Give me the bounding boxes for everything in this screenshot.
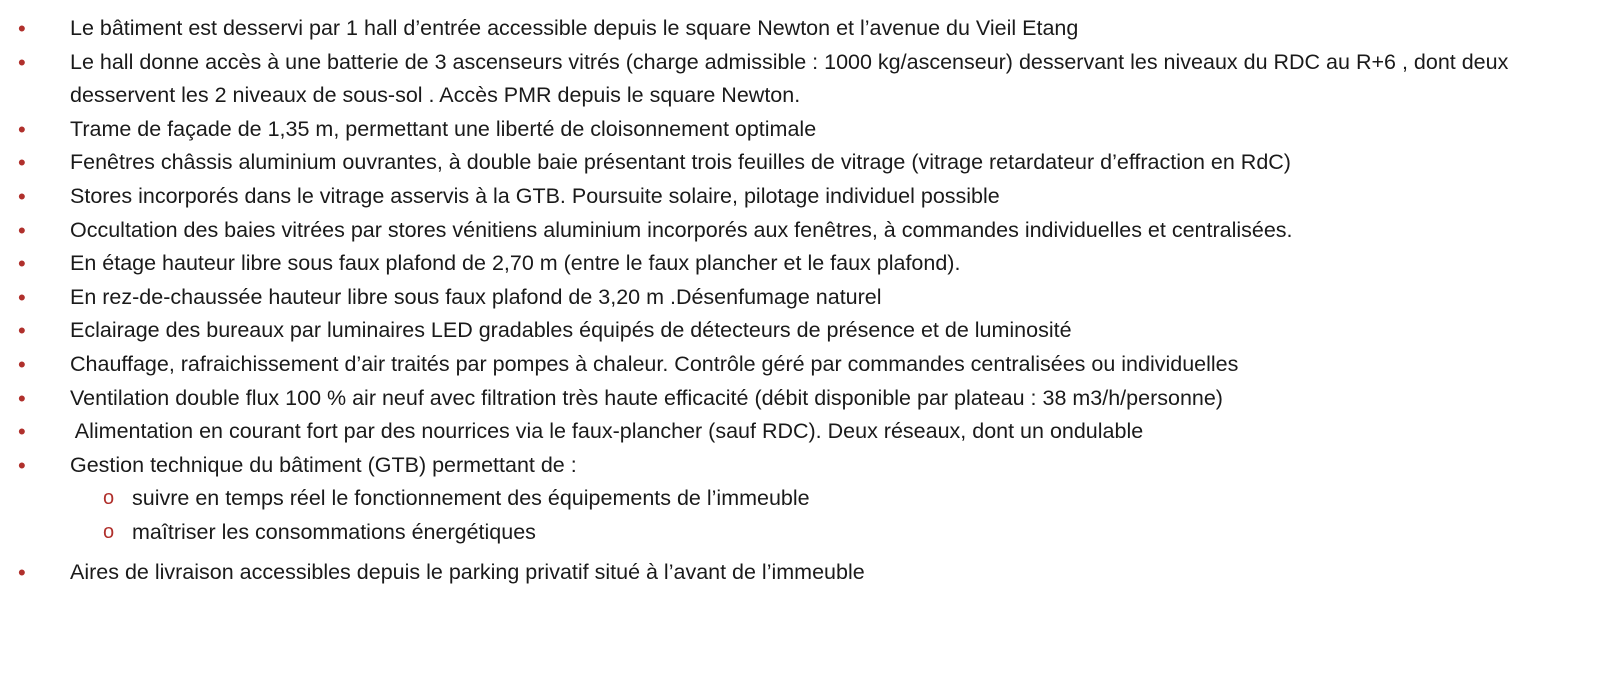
list-item-text: Eclairage des bureaux par luminaires LED gradables équipés de détecteurs de présence et de luminosité <box>70 318 1072 343</box>
list-item <box>0 46 1590 113</box>
sub-list-item-text: maîtriser les consommations énergétiques <box>132 519 536 544</box>
bullet-icon: • <box>18 183 26 209</box>
list-item-text: Stores incorporés dans le vitrage asservis à la GTB. Poursuite solaire, pilotage individuel possible <box>70 183 1000 208</box>
bullet-icon: • <box>18 452 26 478</box>
list-item <box>0 348 1600 382</box>
list-item-text: Occultation des baies vitrées par stores vénitiens aluminium incorporés aux fenêtres, à commandes individuelles et centralisées. <box>70 217 1293 242</box>
bullet-icon: • <box>18 116 26 142</box>
list-item <box>0 556 1600 590</box>
sub-list-item-text: suivre en temps réel le fonctionnement des équipements de l’immeuble <box>132 486 810 511</box>
bullet-icon: • <box>18 559 26 585</box>
list-item <box>0 247 1600 281</box>
list-item <box>0 314 1600 348</box>
bullet-icon: • <box>18 385 26 411</box>
sub-list <box>70 482 1600 549</box>
sub-list-item <box>0 482 1600 516</box>
bullet-icon: • <box>18 351 26 377</box>
circle-bullet-icon: o <box>103 520 115 543</box>
list-item <box>0 281 1600 315</box>
list-item-text: Le bâtiment est desservi par 1 hall d’entrée accessible depuis le square Newton et l’avenue du Vieil Etang <box>70 16 1079 40</box>
list-item-text: Chauffage, rafraichissement d’air traités par pompes à chaleur. Contrôle géré par commandes centralisées ou individuelles <box>70 351 1239 376</box>
list-item-text: Fenêtres châssis aluminium ouvrantes, à double baie présentant trois feuilles de vitrage (vitrage retardateur d’effraction en RdC) <box>70 150 1291 175</box>
bullet-icon: • <box>18 419 26 445</box>
bullet-icon: • <box>18 16 26 41</box>
list-item-text: Trame de façade de 1,35 m, permettant une liberté de cloisonnement optimale <box>70 116 817 141</box>
list-item <box>0 382 1600 416</box>
bullet-icon: • <box>18 318 26 344</box>
list-item-text: Le hall donne accès à une batterie de 3 ascenseurs vitrés (charge admissible : 1000 kg/ascenseur) desservant les niveaux du RDC au R+6 , dont deux desservent les 2 niveaux de sous-sol . Accès PMR depuis le square Newton. <box>70 49 1509 108</box>
bullet-icon: • <box>18 217 26 243</box>
bullet-icon: • <box>18 284 26 310</box>
bullet-icon: • <box>18 251 26 277</box>
list-item-text: Gestion technique du bâtiment (GTB) permettant de : <box>70 452 577 477</box>
bullet-icon: • <box>18 150 26 176</box>
list-item-text: Ventilation double flux 100 % air neuf avec filtration très haute efficacité (débit disponible par plateau : 38 m3/h/personne) <box>70 385 1223 410</box>
list-item-text: En étage hauteur libre sous faux plafond de 2,70 m (entre le faux plancher et le faux plafond). <box>70 251 961 276</box>
list-item-text: En rez-de-chaussée hauteur libre sous faux plafond de 3,20 m .Désenfumage naturel <box>70 284 882 309</box>
circle-bullet-icon: o <box>103 487 115 510</box>
list-item <box>0 180 1600 214</box>
list-item-text: Aires de livraison accessibles depuis le parking privatif situé à l’avant de l’immeuble <box>70 559 865 584</box>
list-item <box>0 12 1600 46</box>
list-item <box>0 146 1600 180</box>
list-item <box>0 415 1600 449</box>
sub-list-item <box>0 516 1600 550</box>
feature-list <box>0 12 1600 589</box>
list-item <box>0 214 1600 248</box>
list-item <box>0 113 1600 147</box>
bullet-icon: • <box>18 49 26 75</box>
list-item-text: Alimentation en courant fort par des nourrices via le faux-plancher (sauf RDC). Deux réseaux, dont un ondulable <box>70 419 1144 444</box>
list-item <box>0 449 1600 550</box>
